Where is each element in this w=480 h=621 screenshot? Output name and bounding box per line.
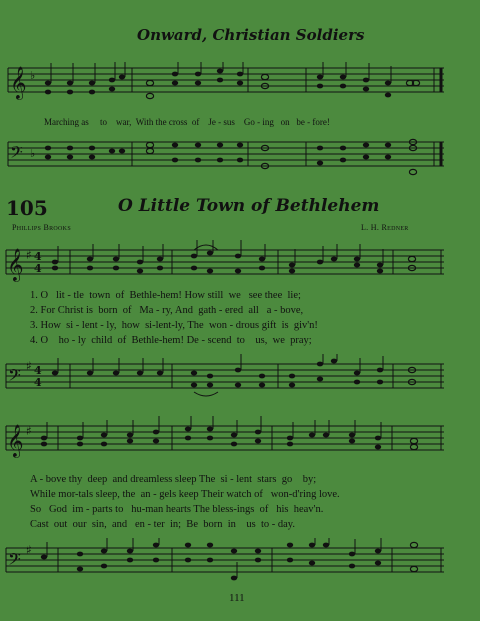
system1-verse-1: 1. O lit - tle town of Bethle-hem! How still we see thee lie; [30,290,301,301]
system2-verse-3: So God im - parts to hu-man hearts The bless-ings of his heav'n. [30,504,324,515]
system1-verse-2: 2. For Christ is born of Ma - ry, And gath - ered all a - bove, [30,305,304,316]
words-credit: Phillips Brooks [12,223,71,232]
svg-text:♭: ♭ [30,69,36,82]
music-credit: L. H. Redner [361,223,409,232]
system2-bass-staff [0,538,480,588]
system1-verse-3: 3. How si - lent - ly, how si-lent-ly, The won - drous gift is giv'n! [30,320,318,331]
system1-treble-staff [0,240,480,288]
system2-treble-staff [0,416,480,464]
svg-text:𝄢: 𝄢 [8,549,21,573]
top-hymn-title: Onward, Christian Soldiers [137,26,365,44]
top-hymn-lyrics: Marching as to war, With the cross of Je - sus Go - ing on be - fore! [44,117,330,127]
svg-text:♯: ♯ [26,424,32,438]
svg-text:𝄢: 𝄢 [10,142,23,166]
system2-verse-4: Cast out our sin, and en - ter in; Be born in us to - day. [30,519,295,530]
svg-text:♯: ♯ [26,543,32,557]
svg-text:♯: ♯ [26,248,32,262]
svg-text:𝄞: 𝄞 [7,248,24,281]
svg-text:♯: ♯ [26,359,32,373]
hymn-number: 105 [6,196,48,220]
system2-verse-2: While mor-tals sleep, the an - gels keep Their watch of won-d'ring love. [30,489,340,500]
svg-text:𝄢: 𝄢 [8,365,21,389]
svg-text:𝄞: 𝄞 [10,66,27,99]
system1-bass-staff [0,354,480,402]
system2-verse-1: A - bove thy deep and dreamless sleep The si - lent stars go by; [30,474,317,485]
system1-verse-4: 4. O ho - ly child of Bethle-hem! De - scend to us, we pray; [30,335,312,346]
svg-text:4: 4 [34,262,42,275]
svg-text:4: 4 [34,376,42,389]
page-number: 111 [229,592,245,604]
top-bass-staff [0,136,480,180]
svg-text:𝄞: 𝄞 [7,424,24,457]
svg-text:♭: ♭ [30,147,36,160]
top-treble-staff [0,62,480,106]
hymn-title: O Little Town of Bethlehem [118,196,380,216]
svg-text:4: 4 [34,364,42,377]
svg-text:4: 4 [34,250,42,263]
